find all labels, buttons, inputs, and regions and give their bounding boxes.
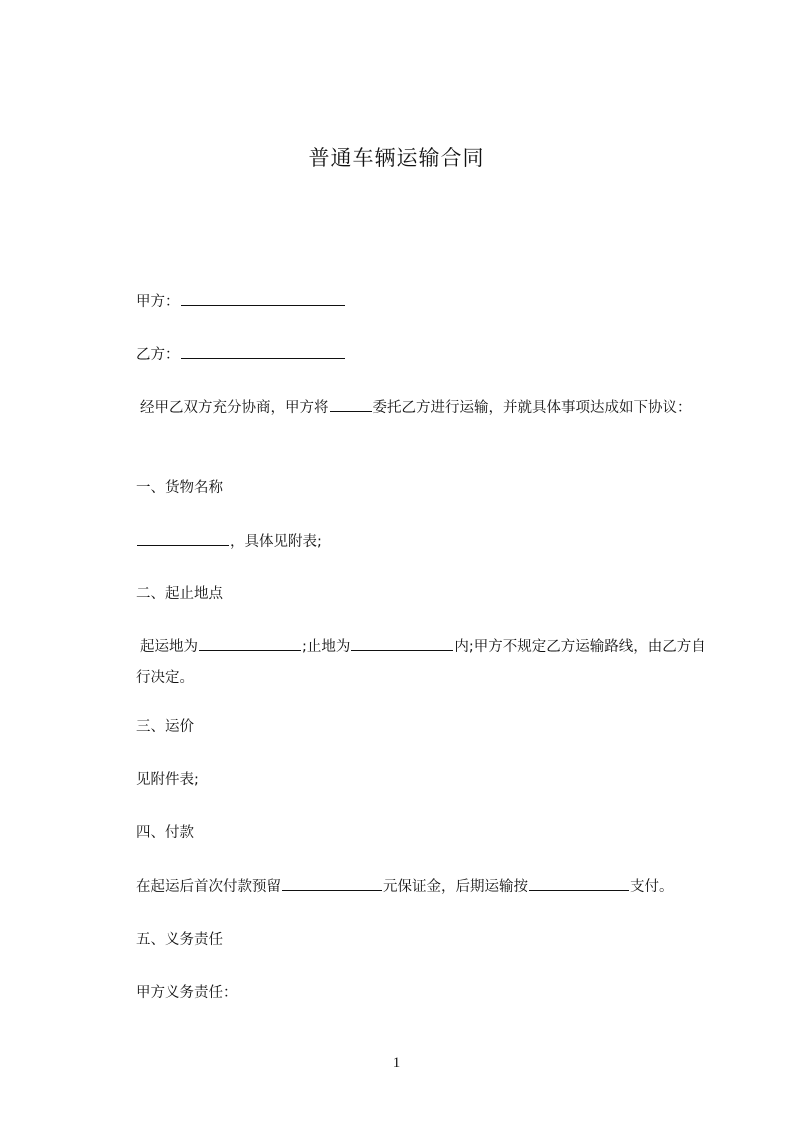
- section4-part3: 支付。: [630, 879, 674, 895]
- intro-blank: [330, 397, 372, 412]
- party-b-line: [136, 344, 346, 365]
- payment-terms-blank: [529, 876, 629, 891]
- section2-part1: 起运地为: [140, 639, 198, 655]
- section2-part3: 内;甲方不规定乙方运输路线，由乙方自行决定。: [136, 639, 706, 686]
- document-title: 普通车辆运输合同: [308, 146, 485, 170]
- goods-name-blank: [137, 531, 229, 546]
- intro-part2: 委托乙方进行运输，并就具体事项达成如下协议：: [372, 400, 692, 416]
- section4-heading: 四、付款: [136, 825, 194, 841]
- section4-line: [136, 876, 674, 897]
- party-a-label: 甲方：: [136, 294, 180, 310]
- party-a-blank: [181, 291, 345, 306]
- section5-heading: 五、义务责任: [136, 932, 223, 948]
- section3-text: 见附件表;: [136, 772, 199, 788]
- section1-heading: 一、货物名称: [136, 480, 223, 496]
- deposit-blank: [282, 876, 382, 891]
- origin-blank: [199, 636, 301, 651]
- party-a-line: [136, 291, 346, 312]
- section5-sub: 甲方义务责任：: [136, 985, 238, 1001]
- party-b-label: 乙方：: [136, 347, 180, 363]
- section4-part1: 在起运后首次付款预留: [136, 879, 281, 895]
- section2-heading: 二、起止地点: [136, 586, 223, 602]
- intro-paragraph: [136, 393, 708, 424]
- section4-part2: 元保证金，后期运输按: [383, 879, 528, 895]
- page-number: 1: [392, 1055, 401, 1071]
- section1-text: ，具体见附表;: [230, 534, 322, 550]
- section3-heading: 三、运价: [136, 719, 194, 735]
- destination-blank: [351, 636, 453, 651]
- section1-line: [136, 531, 322, 552]
- section2-paragraph: [136, 632, 708, 694]
- party-b-blank: [181, 344, 345, 359]
- intro-part1: 经甲乙双方充分协商，甲方将: [140, 400, 329, 416]
- section2-part2: ;止地为: [302, 639, 351, 655]
